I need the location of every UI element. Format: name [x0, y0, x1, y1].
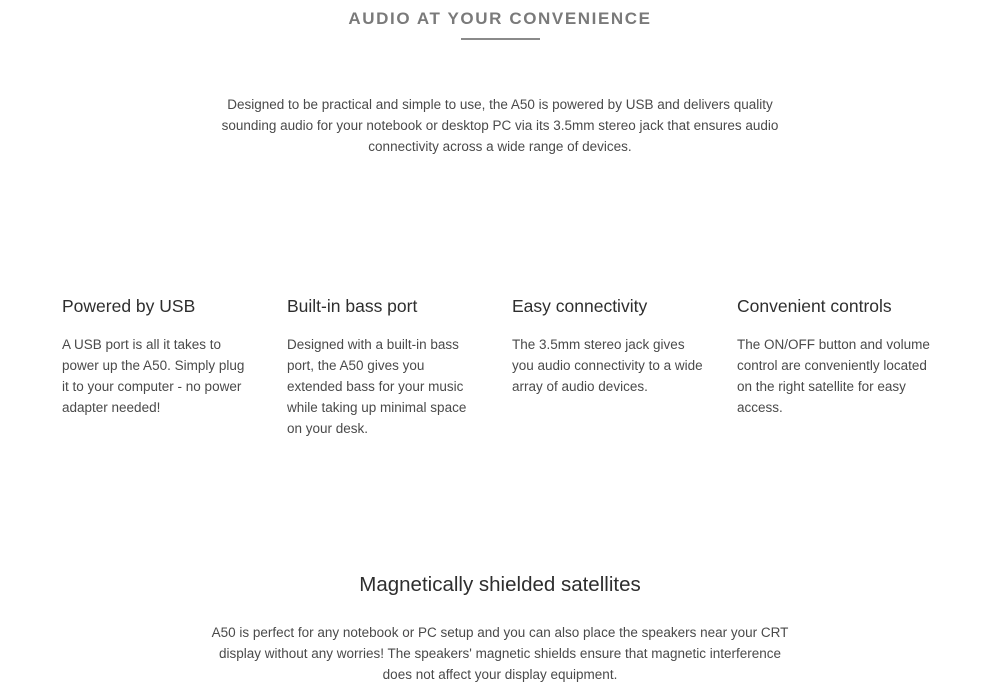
feature-title: Convenient controls [737, 296, 892, 316]
feature-powered-by-usb [62, 294, 254, 418]
feature-description: A USB port is all it takes to power up the A50. Simply plug it to your computer - no power adapter needed! [62, 337, 245, 415]
magnetic-shield-description: A50 is perfect for any notebook or PC setup and you can also place the speakers near your CRT display without any worries! The speakers' magnetic shields ensure that magnetic interference does not affect your display equipment. [211, 625, 789, 682]
intro-paragraph: Designed to be practical and simple to use, the A50 is powered by USB and delivers quality sounding audio for your notebook or desktop PC via its 3.5mm stereo jack that ensures audio connectivity across a wide range of devices. [221, 97, 779, 154]
feature-description: Designed with a built-in bass port, the A50 gives you extended bass for your music while taking up minimal space on your desk. [287, 337, 467, 436]
section-heading: AUDIO AT YOUR CONVENIENCE [348, 9, 652, 28]
feature-built-in-bass-port [287, 294, 479, 439]
feature-title: Powered by USB [62, 296, 196, 316]
feature-description: The 3.5mm stereo jack gives you audio connectivity to a wide array of audio devices. [512, 337, 703, 394]
feature-title: Easy connectivity [512, 296, 648, 316]
feature-grid [62, 294, 962, 454]
feature-convenient-controls [737, 294, 942, 418]
feature-description: The ON/OFF button and volume control are conveniently located on the right satellite for easy access. [737, 337, 930, 415]
magnetic-shield-title: Magnetically shielded satellites [359, 573, 641, 596]
feature-easy-connectivity [512, 294, 704, 397]
heading-underline [461, 38, 540, 40]
feature-title: Built-in bass port [287, 296, 418, 316]
